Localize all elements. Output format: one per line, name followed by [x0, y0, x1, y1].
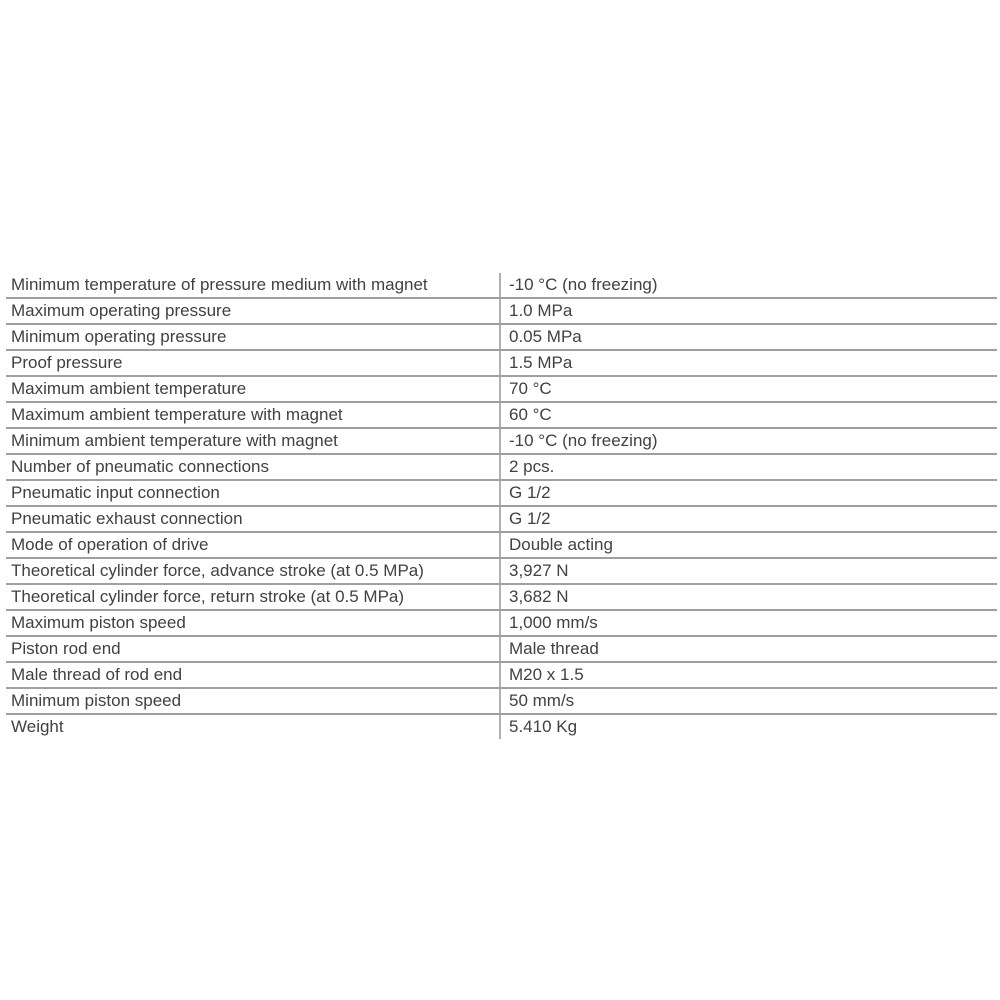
spec-value: M20 x 1.5 [500, 662, 997, 688]
spec-property: Maximum ambient temperature with magnet [6, 402, 500, 428]
spec-row [6, 273, 997, 298]
spec-row [6, 610, 997, 636]
spec-row [6, 454, 997, 480]
spec-row [6, 662, 997, 688]
spec-property: Pneumatic exhaust connection [6, 506, 500, 532]
spec-row [6, 350, 997, 376]
spec-row [6, 714, 997, 739]
spec-property: Maximum ambient temperature [6, 376, 500, 402]
spec-property: Minimum piston speed [6, 688, 500, 714]
spec-value: 1.5 MPa [500, 350, 997, 376]
spec-value: 1.0 MPa [500, 298, 997, 324]
spec-property: Minimum operating pressure [6, 324, 500, 350]
spec-value: Double acting [500, 532, 997, 558]
spec-row [6, 688, 997, 714]
spec-row [6, 532, 997, 558]
spec-property: Number of pneumatic connections [6, 454, 500, 480]
spec-value: 60 °C [500, 402, 997, 428]
spec-row [6, 636, 997, 662]
spec-value: 5.410 Kg [500, 714, 997, 739]
spec-value: 3,927 N [500, 558, 997, 584]
spec-property: Pneumatic input connection [6, 480, 500, 506]
spec-value: 50 mm/s [500, 688, 997, 714]
spec-property: Mode of operation of drive [6, 532, 500, 558]
spec-value: 3,682 N [500, 584, 997, 610]
spec-value: 1,000 mm/s [500, 610, 997, 636]
spec-row [6, 298, 997, 324]
spec-property: Theoretical cylinder force, advance stroke (at 0.5 MPa) [6, 558, 500, 584]
spec-value: G 1/2 [500, 480, 997, 506]
spec-row [6, 506, 997, 532]
spec-value: 0.05 MPa [500, 324, 997, 350]
spec-row [6, 402, 997, 428]
spec-value: G 1/2 [500, 506, 997, 532]
spec-property: Maximum piston speed [6, 610, 500, 636]
spec-row [6, 558, 997, 584]
spec-value: -10 °C (no freezing) [500, 273, 997, 298]
spec-property: Weight [11, 717, 64, 736]
spec-property: Minimum ambient temperature with magnet [6, 428, 500, 454]
spec-row [6, 324, 997, 350]
spec-value: 70 °C [500, 376, 997, 402]
spec-row [6, 428, 997, 454]
spec-value: Male thread [500, 636, 997, 662]
spec-row [6, 584, 997, 610]
spec-table-body [6, 273, 997, 739]
spec-row [6, 480, 997, 506]
spec-property: Piston rod end [6, 636, 500, 662]
spec-value: 2 pcs. [500, 454, 997, 480]
spec-property: Maximum operating pressure [6, 298, 500, 324]
spec-property: Proof pressure [6, 350, 500, 376]
spec-property: Male thread of rod end [6, 662, 500, 688]
spec-value: -10 °C (no freezing) [500, 428, 997, 454]
spec-property: Theoretical cylinder force, return stroke (at 0.5 MPa) [6, 584, 500, 610]
spec-property: Minimum temperature of pressure medium with magnet [6, 273, 500, 298]
specifications-table [6, 273, 997, 739]
spec-row [6, 376, 997, 402]
